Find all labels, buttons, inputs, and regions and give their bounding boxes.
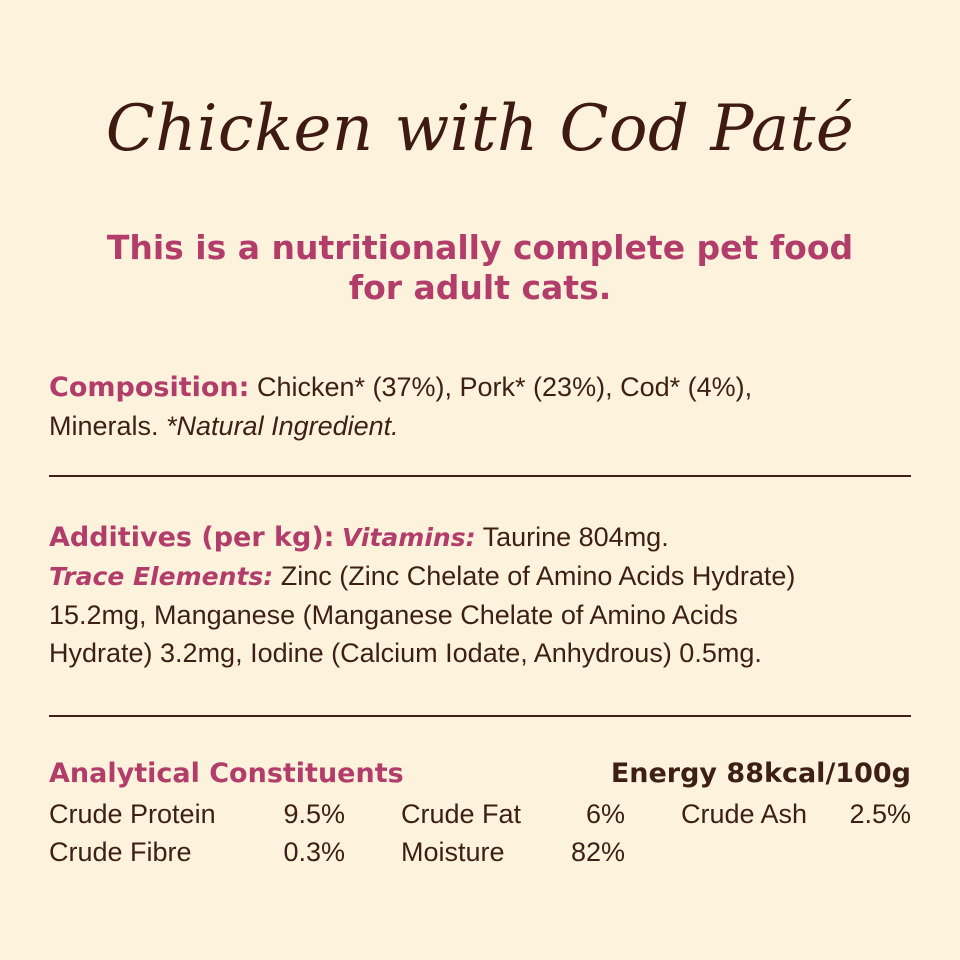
product-subtitle: [0, 228, 960, 308]
constituent-value: 6%: [585, 799, 625, 829]
analytical-label: Analytical Constituents: [49, 758, 404, 789]
trace-elements-line-1: Zinc (Zinc Chelate of Amino Acids Hydrate): [273, 561, 796, 591]
constituent-value: 9.5%: [283, 799, 345, 829]
constituent-value: 2.5%: [849, 799, 911, 829]
constituent-value: 0.3%: [283, 837, 345, 867]
composition-text-line-2: Minerals.: [49, 411, 167, 441]
composition-section: [49, 368, 919, 445]
additives-label: Additives (per kg):: [49, 522, 335, 553]
analytical-row-2: [49, 837, 911, 873]
constituent-name: Crude Fat: [401, 799, 522, 829]
divider-2: [49, 715, 911, 717]
divider-1: [49, 475, 911, 477]
composition-note: *Natural Ingredient.: [166, 411, 399, 441]
vitamins-label: Vitamins:: [341, 523, 476, 552]
product-title: Chicken with Cod Paté: [105, 92, 855, 166]
constituent-name: Crude Fibre: [49, 837, 192, 867]
constituent-name: Moisture: [401, 837, 505, 867]
trace-elements-line-2: 15.2mg, Manganese (Manganese Chelate of Amino Acids: [49, 600, 738, 630]
analytical-row-1: [49, 799, 911, 835]
subtitle-line-1: This is a nutritionally complete pet food: [106, 228, 854, 267]
composition-text-line-1: Chicken* (37%), Pork* (23%), Cod* (4%),: [249, 372, 753, 402]
vitamins-text: Taurine 804mg.: [475, 522, 669, 552]
constituent-value: 82%: [570, 837, 625, 867]
energy-value: Energy 88kcal/100g: [610, 758, 911, 789]
trace-elements-line-3: Hydrate) 3.2mg, Iodine (Calcium Iodate, Anhydrous) 0.5mg.: [49, 638, 762, 668]
subtitle-line-2: for adult cats.: [348, 268, 612, 307]
analytical-header: [49, 758, 911, 798]
constituent-name: Crude Protein: [49, 799, 216, 829]
composition-label: Composition:: [49, 372, 250, 403]
trace-elements-label: Trace Elements:: [49, 562, 274, 591]
additives-section: [49, 518, 919, 672]
constituent-name: Crude Ash: [681, 799, 808, 829]
